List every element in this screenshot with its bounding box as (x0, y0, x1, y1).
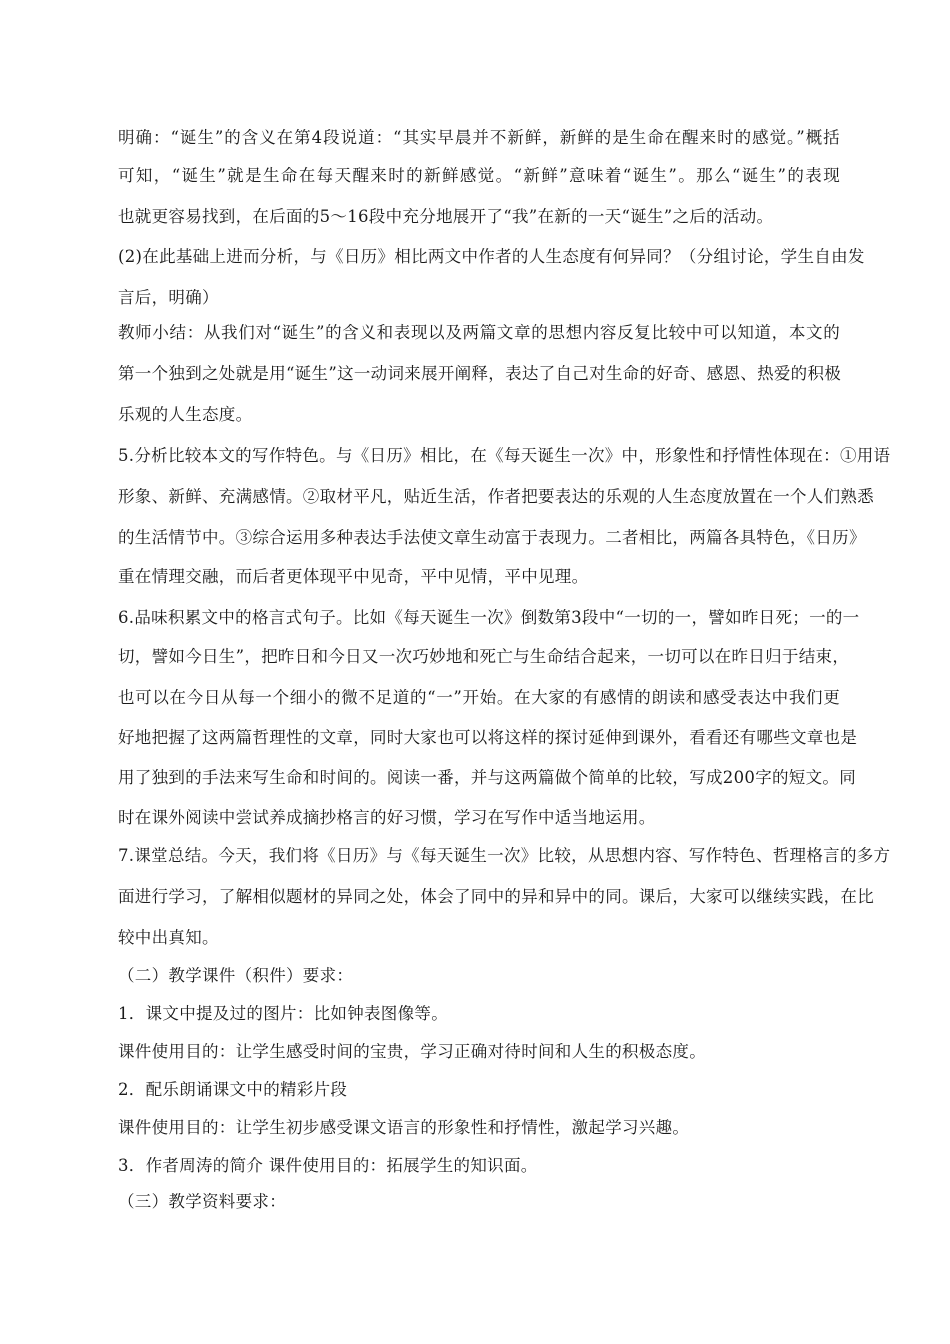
text-line: 形象、新鲜、充满感情。②取材平凡，贴近生活，作者把要表达的乐观的人生态度放置在一个人们熟悉 (118, 487, 874, 506)
text-line: 用了独到的手法来写生命和时间的。阅读一番，并与这两篇做个简单的比较，写成200字的短文。同 (118, 768, 856, 787)
text-line: 2．配乐朗诵课文中的精彩片段 (118, 1080, 348, 1099)
text-line: 可知，“诞生”就是生命在每天醒来时的新鲜感觉。“新鲜”意味着“诞生”。那么“诞生”的表现 (118, 166, 840, 185)
text-line: 重在情理交融，而后者更体现平中见奇，平中见情，平中见理。 (118, 567, 589, 586)
text-line: 教师小结：从我们对“诞生”的含义和表现以及两篇文章的思想内容反复比较中可以知道，本文的 (118, 323, 840, 342)
text-line: 课件使用目的：让学生感受时间的宝贵，学习正确对待时间和人生的积极态度。 (118, 1042, 706, 1061)
text-line: (2)在此基础上进而分析，与《日历》相比两文中作者的人生态度有何异同？（分组讨论，学生自由发 (118, 247, 865, 266)
text-line: 面进行学习，了解相似题材的异同之处，体会了同中的异和异中的同。课后，大家可以继续实践，在比 (118, 887, 874, 906)
text-line: 也就更容易找到，在后面的5～16段中充分地展开了“我”在新的一天“诞生”之后的活动。 (118, 207, 774, 226)
text-line: 言后，明确） (118, 288, 219, 307)
text-line: 3．作者周涛的简介 课件使用目的：拓展学生的知识面。 (118, 1156, 538, 1175)
section-heading: （二）教学课件（积件）要求： (118, 966, 354, 985)
text-line: 明确：“诞生”的含义在第4段说道：“其实早晨并不新鲜，新鲜的是生命在醒来时的感觉。”概括 (118, 128, 840, 147)
text-line: 1．课文中提及过的图片：比如钟表图像等。 (118, 1004, 448, 1023)
text-line: 也可以在今日从每一个细小的微不足道的“一”开始。在大家的有感情的朗读和感受表达中我们更 (118, 688, 840, 707)
text-line: 的生活情节中。③综合运用多种表达手法使文章生动富于表现力。二者相比，两篇各具特色，《日历》 (118, 528, 866, 547)
text-line: 乐观的人生态度。 (118, 405, 253, 424)
text-line: 7.课堂总结。今天，我们将《日历》与《每天诞生一次》比较，从思想内容、写作特色、哲理格言的多方 (118, 846, 891, 865)
section-heading: （三）教学资料要求： (118, 1192, 286, 1211)
text-line: 5.分析比较本文的写作特色。与《日历》相比，在《每天诞生一次》中，形象性和抒情性体现在：①用语 (118, 446, 891, 465)
text-line: 时在课外阅读中尝试养成摘抄格言的好习惯，学习在写作中适当地运用。 (118, 808, 656, 827)
text-line: 切，譬如今日生”，把昨日和今日又一次巧妙地和死亡与生命结合起来，一切可以在昨日归于结束， (118, 647, 850, 666)
text-line: 课件使用目的：让学生初步感受课文语言的形象性和抒情性，激起学习兴趣。 (118, 1118, 690, 1137)
text-line: 好地把握了这两篇哲理性的文章，同时大家也可以将这样的探讨延伸到课外，看看还有哪些文章也是 (118, 728, 858, 747)
text-line: 6.品味积累文中的格言式句子。比如《每天诞生一次》倒数第3段中“一切的一，譬如昨日死；一的一 (118, 608, 860, 627)
text-line: 较中出真知。 (118, 928, 219, 947)
text-line: 第一个独到之处就是用“诞生”这一动词来展开阐释，表达了自己对生命的好奇、感恩、热爱的积极 (118, 364, 842, 383)
